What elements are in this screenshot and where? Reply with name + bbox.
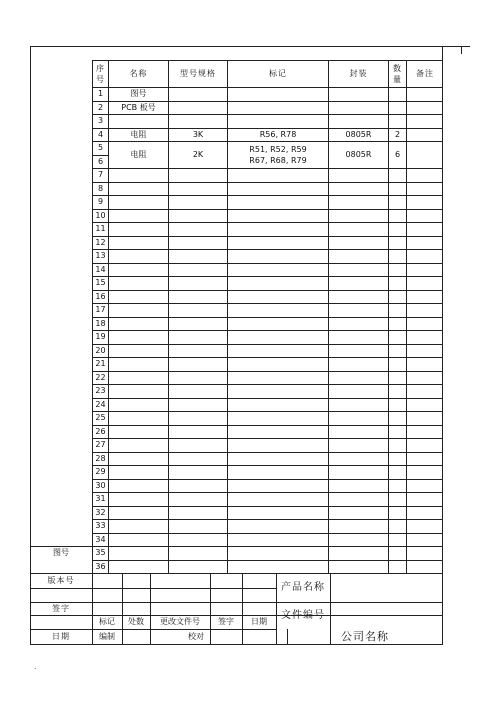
- row-empty-cell: [227, 398, 328, 412]
- row-mark: [227, 114, 328, 128]
- row-empty-cell: [328, 506, 388, 520]
- header-qty-part: 数: [393, 64, 402, 73]
- row-empty-cell: [328, 276, 388, 290]
- row-empty-cell: [388, 452, 406, 466]
- product-name-label: 产品名称: [281, 581, 325, 593]
- row-number: 34: [92, 533, 108, 547]
- row-empty-cell: [108, 371, 168, 385]
- row-empty-cell: [328, 209, 388, 223]
- row-empty-cell: [328, 263, 388, 277]
- check-label: 校对: [188, 631, 204, 641]
- header-remark: 备注: [406, 60, 443, 87]
- row-remark: [406, 101, 443, 115]
- row-empty-cell: [406, 519, 443, 533]
- row-remark: [406, 87, 443, 101]
- title-block-bottom-rule: [30, 644, 443, 645]
- row-empty-cell: [108, 290, 168, 304]
- row-empty-cell: [328, 398, 388, 412]
- row-empty-cell: [108, 384, 168, 398]
- row-empty-cell: [108, 357, 168, 371]
- row-empty-cell: [168, 317, 227, 331]
- row-empty-cell: [388, 249, 406, 263]
- row-empty-cell: [168, 276, 227, 290]
- row-empty-cell: [108, 276, 168, 290]
- row-empty-cell: [227, 384, 328, 398]
- compile-label: 编制: [99, 631, 115, 641]
- row-empty-cell: [108, 425, 168, 439]
- row-empty-cell: [406, 276, 443, 290]
- row-empty-cell: [406, 195, 443, 209]
- row-empty-cell: [168, 222, 227, 236]
- header-model: 型号规格: [168, 60, 227, 87]
- row-name: PCB 板号: [108, 101, 168, 115]
- row-empty-cell: [108, 168, 168, 182]
- row-number: 3: [92, 114, 108, 128]
- row-name: 电阻: [108, 128, 168, 142]
- row-empty-cell: [108, 344, 168, 358]
- row-number: 8: [92, 182, 108, 196]
- row-model: 2K: [168, 141, 227, 168]
- row-empty-cell: [227, 209, 328, 223]
- row-empty-cell: [388, 533, 406, 547]
- row-empty-cell: [227, 506, 328, 520]
- row-number: 27: [92, 438, 108, 452]
- row-number: 18: [92, 317, 108, 331]
- row-empty-cell: [168, 546, 227, 560]
- page-dot: .: [34, 662, 37, 671]
- row-empty-cell: [328, 533, 388, 547]
- row-remark: [406, 141, 443, 168]
- row-empty-cell: [227, 249, 328, 263]
- row-empty-cell: [328, 479, 388, 493]
- row-empty-cell: [328, 290, 388, 304]
- header-name: 名称: [108, 60, 168, 87]
- row-empty-cell: [108, 209, 168, 223]
- row-empty-cell: [388, 560, 406, 574]
- row-empty-cell: [227, 533, 328, 547]
- row-empty-cell: [168, 560, 227, 574]
- row-empty-cell: [406, 492, 443, 506]
- row-empty-cell: [406, 425, 443, 439]
- row-empty-cell: [328, 344, 388, 358]
- row-empty-cell: [108, 398, 168, 412]
- header-qty-part: 量: [393, 75, 402, 84]
- row-empty-cell: [227, 357, 328, 371]
- row-mark-part: R67, R68, R79: [249, 156, 307, 165]
- row-empty-cell: [168, 357, 227, 371]
- row-number: 13: [92, 249, 108, 263]
- row-mark: R56, R78: [227, 128, 328, 142]
- row-number: 23: [92, 384, 108, 398]
- row-number: 5: [92, 141, 108, 155]
- row-empty-cell: [406, 371, 443, 385]
- row-empty-cell: [168, 371, 227, 385]
- title-block-rule: [30, 588, 276, 589]
- date-label: 日期: [52, 631, 70, 641]
- row-empty-cell: [108, 195, 168, 209]
- row-number: 33: [92, 519, 108, 533]
- row-empty-cell: [108, 492, 168, 506]
- row-empty-cell: [406, 182, 443, 196]
- row-empty-cell: [227, 344, 328, 358]
- row-empty-cell: [168, 452, 227, 466]
- row-number: 16: [92, 290, 108, 304]
- row-empty-cell: [328, 438, 388, 452]
- title-block-divider: [122, 573, 123, 644]
- row-mark: [227, 87, 328, 101]
- row-empty-cell: [168, 330, 227, 344]
- row-empty-cell: [227, 290, 328, 304]
- row-number: 21: [92, 357, 108, 371]
- row-number: 9: [92, 195, 108, 209]
- row-number: 10: [92, 209, 108, 223]
- row-empty-cell: [168, 533, 227, 547]
- revision-mark-label: 标记: [99, 617, 115, 626]
- row-empty-cell: [406, 209, 443, 223]
- row-empty-cell: [168, 465, 227, 479]
- row-remark: [406, 114, 443, 128]
- row-number: 1: [92, 87, 108, 101]
- row-empty-cell: [108, 236, 168, 250]
- row-empty-cell: [227, 182, 328, 196]
- header-qty: [388, 60, 406, 87]
- row-empty-cell: [108, 303, 168, 317]
- row-empty-cell: [168, 479, 227, 493]
- row-number: 19: [92, 330, 108, 344]
- row-empty-cell: [227, 519, 328, 533]
- row-number: 35: [92, 546, 108, 560]
- row-empty-cell: [388, 492, 406, 506]
- row-empty-cell: [328, 546, 388, 560]
- row-empty-cell: [168, 492, 227, 506]
- row-empty-cell: [227, 222, 328, 236]
- row-empty-cell: [168, 290, 227, 304]
- row-empty-cell: [168, 182, 227, 196]
- row-empty-cell: [227, 425, 328, 439]
- row-empty-cell: [227, 411, 328, 425]
- row-empty-cell: [388, 384, 406, 398]
- row-number: 7: [92, 168, 108, 182]
- row-number: 36: [92, 560, 108, 574]
- row-empty-cell: [328, 303, 388, 317]
- row-empty-cell: [388, 398, 406, 412]
- row-empty-cell: [328, 168, 388, 182]
- row-qty: 2: [388, 128, 406, 142]
- row-empty-cell: [406, 533, 443, 547]
- row-empty-cell: [328, 330, 388, 344]
- row-empty-cell: [328, 317, 388, 331]
- row-empty-cell: [227, 438, 328, 452]
- row-number: 12: [92, 236, 108, 250]
- row-number: 4: [92, 128, 108, 142]
- row-number: 2: [92, 101, 108, 115]
- row-empty-cell: [406, 465, 443, 479]
- title-block-divider: [242, 573, 243, 644]
- row-empty-cell: [227, 263, 328, 277]
- row-empty-cell: [227, 236, 328, 250]
- row-empty-cell: [328, 560, 388, 574]
- row-remark: [406, 128, 443, 142]
- row-empty-cell: [227, 465, 328, 479]
- row-empty-cell: [406, 398, 443, 412]
- version-no-label: 版本号: [47, 575, 75, 585]
- row-number: 31: [92, 492, 108, 506]
- row-model: [168, 114, 227, 128]
- row-empty-cell: [108, 560, 168, 574]
- row-empty-cell: [168, 195, 227, 209]
- row-empty-cell: [406, 384, 443, 398]
- row-model: 3K: [168, 128, 227, 142]
- row-empty-cell: [388, 438, 406, 452]
- row-empty-cell: [168, 384, 227, 398]
- row-empty-cell: [388, 546, 406, 560]
- row-empty-cell: [406, 222, 443, 236]
- company-name-label: 公司名称: [341, 629, 389, 643]
- left-drawing-no-label: 图号: [30, 546, 92, 560]
- row-empty-cell: [328, 236, 388, 250]
- row-empty-cell: [168, 438, 227, 452]
- row-empty-cell: [406, 357, 443, 371]
- row-empty-cell: [406, 330, 443, 344]
- row-empty-cell: [388, 465, 406, 479]
- row-empty-cell: [108, 452, 168, 466]
- row-empty-cell: [108, 438, 168, 452]
- row-empty-cell: [108, 249, 168, 263]
- row-package: [328, 87, 388, 101]
- signature-label: 签字: [52, 603, 70, 613]
- row-empty-cell: [328, 249, 388, 263]
- row-empty-cell: [406, 560, 443, 574]
- row-empty-cell: [168, 303, 227, 317]
- row-empty-cell: [328, 425, 388, 439]
- row-model: [168, 101, 227, 115]
- row-empty-cell: [227, 546, 328, 560]
- row-empty-cell: [388, 236, 406, 250]
- row-name: 电阻: [108, 141, 168, 168]
- row-number: 32: [92, 506, 108, 520]
- row-number: 24: [92, 398, 108, 412]
- row-empty-cell: [328, 411, 388, 425]
- row-empty-cell: [108, 506, 168, 520]
- row-empty-cell: [406, 546, 443, 560]
- row-qty: [388, 114, 406, 128]
- row-empty-cell: [108, 519, 168, 533]
- page-top-rule: [30, 46, 470, 47]
- row-empty-cell: [328, 182, 388, 196]
- row-number: 30: [92, 479, 108, 493]
- header-mark: 标记: [227, 60, 328, 87]
- row-empty-cell: [168, 263, 227, 277]
- row-package: 0805R: [328, 128, 388, 142]
- revision-date-label: 日期: [251, 617, 267, 626]
- row-empty-cell: [388, 290, 406, 304]
- row-empty-cell: [388, 182, 406, 196]
- revision-sign-label: 签字: [218, 617, 234, 626]
- row-empty-cell: [406, 438, 443, 452]
- row-number: 20: [92, 344, 108, 358]
- row-qty: [388, 101, 406, 115]
- row-empty-cell: [328, 492, 388, 506]
- row-empty-cell: [328, 195, 388, 209]
- row-empty-cell: [108, 263, 168, 277]
- row-number: 17: [92, 303, 108, 317]
- row-empty-cell: [328, 222, 388, 236]
- row-empty-cell: [388, 317, 406, 331]
- row-number: 22: [92, 371, 108, 385]
- row-name: 图号: [108, 87, 168, 101]
- header-package: 封装: [328, 60, 388, 87]
- row-empty-cell: [328, 357, 388, 371]
- row-empty-cell: [406, 479, 443, 493]
- row-empty-cell: [227, 168, 328, 182]
- row-empty-cell: [328, 371, 388, 385]
- row-empty-cell: [388, 195, 406, 209]
- page-corner-tick: [461, 46, 462, 54]
- row-package: 0805R: [328, 141, 388, 168]
- row-number: 25: [92, 411, 108, 425]
- row-empty-cell: [227, 276, 328, 290]
- row-empty-cell: [406, 168, 443, 182]
- revision-count-label: 处数: [128, 617, 144, 626]
- row-empty-cell: [406, 344, 443, 358]
- row-empty-cell: [168, 249, 227, 263]
- row-number: 26: [92, 425, 108, 439]
- row-empty-cell: [328, 519, 388, 533]
- row-number: 11: [92, 222, 108, 236]
- row-empty-cell: [227, 371, 328, 385]
- row-empty-cell: [227, 452, 328, 466]
- row-empty-cell: [168, 344, 227, 358]
- row-empty-cell: [406, 303, 443, 317]
- row-empty-cell: [227, 560, 328, 574]
- row-empty-cell: [168, 506, 227, 520]
- row-empty-cell: [108, 533, 168, 547]
- row-empty-cell: [227, 195, 328, 209]
- row-empty-cell: [168, 411, 227, 425]
- row-empty-cell: [388, 303, 406, 317]
- row-empty-cell: [388, 425, 406, 439]
- header-seq-part: 序: [96, 64, 105, 73]
- row-empty-cell: [168, 425, 227, 439]
- row-number: 14: [92, 263, 108, 277]
- row-mark: [227, 101, 328, 115]
- row-empty-cell: [108, 479, 168, 493]
- header-seq-part: 号: [96, 75, 105, 84]
- row-empty-cell: [388, 411, 406, 425]
- row-name: [108, 114, 168, 128]
- row-empty-cell: [406, 506, 443, 520]
- row-empty-cell: [406, 290, 443, 304]
- row-number: 28: [92, 452, 108, 466]
- row-empty-cell: [328, 384, 388, 398]
- row-empty-cell: [108, 465, 168, 479]
- row-number: 29: [92, 465, 108, 479]
- document-no-label: 文件编号: [281, 609, 325, 621]
- row-empty-cell: [168, 398, 227, 412]
- row-package: [328, 101, 388, 115]
- row-empty-cell: [388, 168, 406, 182]
- row-empty-cell: [388, 371, 406, 385]
- row-empty-cell: [406, 236, 443, 250]
- row-package: [328, 114, 388, 128]
- row-qty: 6: [388, 141, 406, 168]
- row-empty-cell: [406, 317, 443, 331]
- row-mark: [227, 141, 328, 168]
- row-empty-cell: [388, 506, 406, 520]
- row-empty-cell: [406, 263, 443, 277]
- row-number: 15: [92, 276, 108, 290]
- row-empty-cell: [168, 168, 227, 182]
- row-empty-cell: [388, 263, 406, 277]
- row-empty-cell: [406, 249, 443, 263]
- row-empty-cell: [388, 222, 406, 236]
- row-empty-cell: [168, 236, 227, 250]
- change-doc-no-label: 更改文件号: [160, 617, 200, 626]
- row-empty-cell: [168, 519, 227, 533]
- row-qty: [388, 87, 406, 101]
- row-empty-cell: [388, 357, 406, 371]
- row-empty-cell: [227, 330, 328, 344]
- row-empty-cell: [388, 209, 406, 223]
- row-mark-part: R51, R52, R59: [249, 145, 307, 154]
- row-empty-cell: [227, 479, 328, 493]
- row-empty-cell: [108, 182, 168, 196]
- row-empty-cell: [108, 317, 168, 331]
- row-number: 6: [92, 155, 108, 169]
- row-empty-cell: [406, 452, 443, 466]
- row-empty-cell: [227, 492, 328, 506]
- row-empty-cell: [227, 317, 328, 331]
- row-empty-cell: [388, 479, 406, 493]
- row-model: [168, 87, 227, 101]
- row-empty-cell: [227, 303, 328, 317]
- row-empty-cell: [328, 465, 388, 479]
- row-empty-cell: [328, 452, 388, 466]
- row-empty-cell: [168, 209, 227, 223]
- row-empty-cell: [108, 330, 168, 344]
- row-empty-cell: [108, 222, 168, 236]
- row-empty-cell: [388, 344, 406, 358]
- row-empty-cell: [388, 330, 406, 344]
- row-empty-cell: [388, 519, 406, 533]
- row-empty-cell: [108, 411, 168, 425]
- row-empty-cell: [108, 546, 168, 560]
- row-empty-cell: [388, 276, 406, 290]
- header-seq: [92, 60, 108, 87]
- row-empty-cell: [406, 411, 443, 425]
